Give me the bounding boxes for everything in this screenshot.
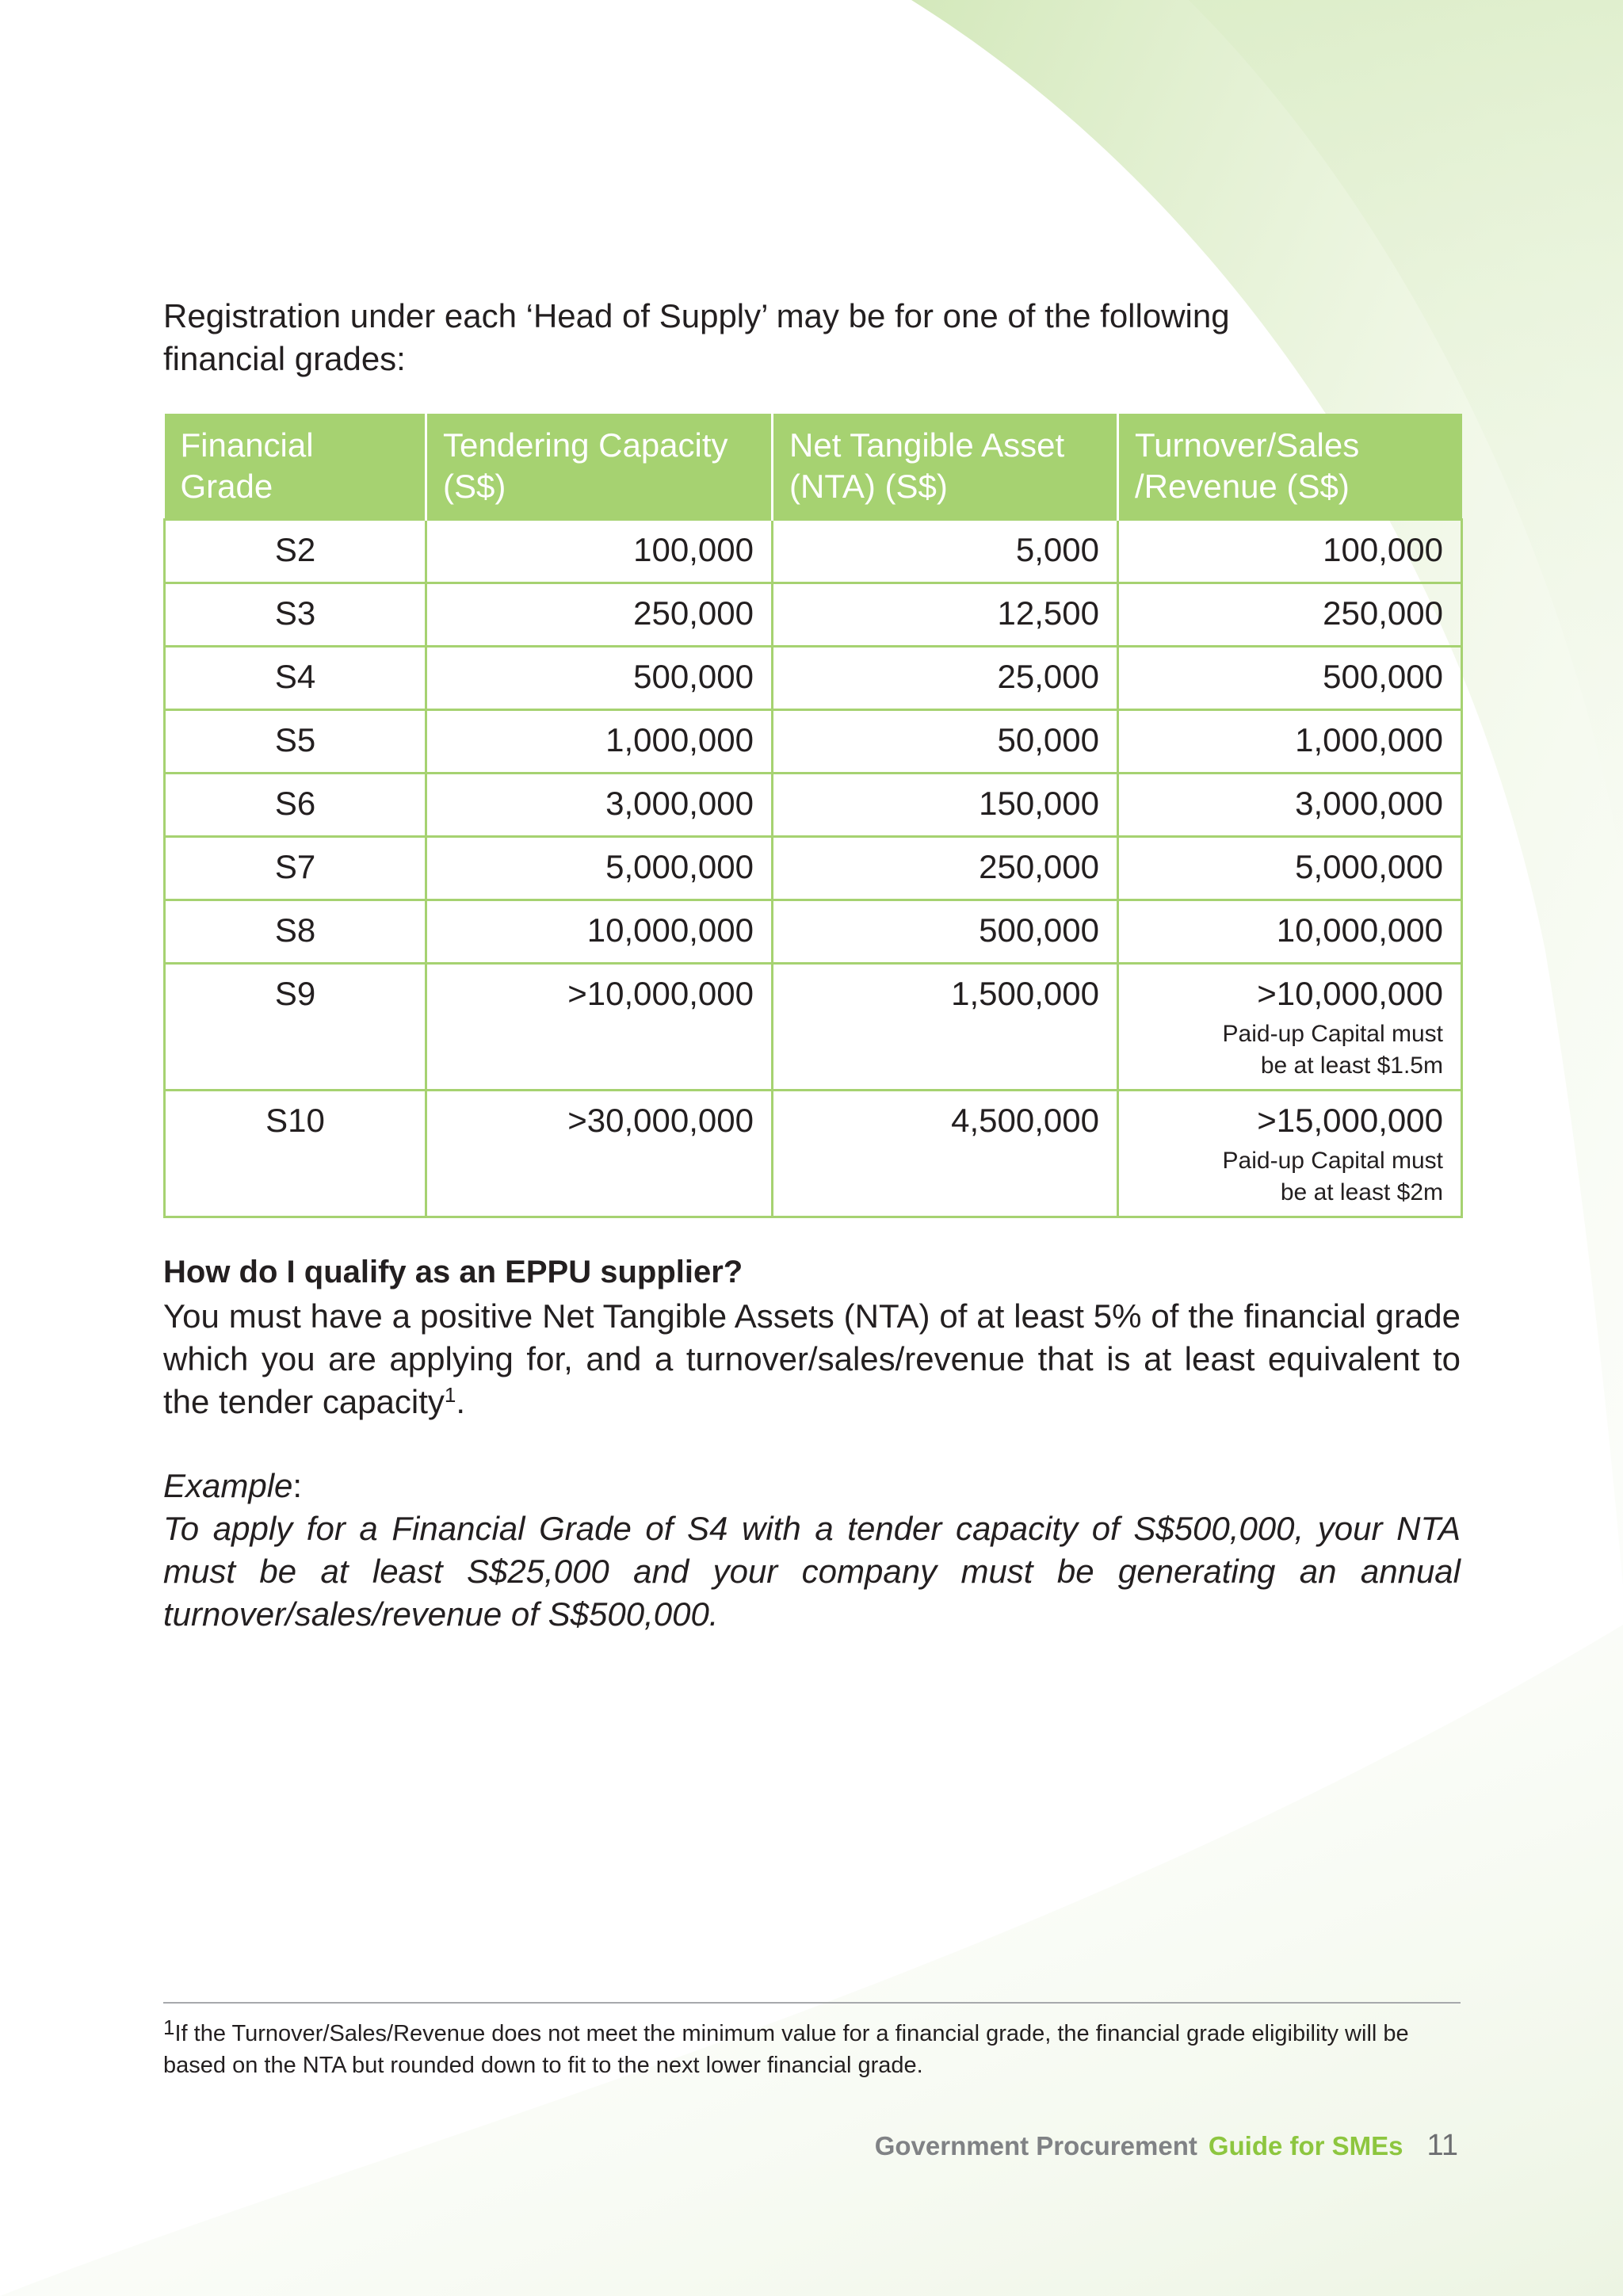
header-text: (S$) (443, 468, 506, 505)
cell-capacity: 1,000,000 (426, 710, 773, 774)
cell-grade: S2 (165, 520, 426, 583)
example-label: Example (163, 1467, 293, 1504)
cell-grade: S5 (165, 710, 426, 774)
cell-capacity: 10,000,000 (426, 900, 773, 964)
intro-line-1: Registration under each ‘Head of Supply’ may be for one of the following (163, 297, 1230, 334)
qualify-text: You must have a positive Net Tangible Assets (NTA) of at least 5% of the financial grade which you are applying for, and a turnover/sales/revenue that is at least equivalent to the tender capacity (163, 1297, 1461, 1420)
turnover-value: >10,000,000 (1257, 975, 1443, 1012)
footer-subtitle: Guide for SMEs (1208, 2131, 1403, 2160)
cell-capacity: 3,000,000 (426, 774, 773, 837)
table-header-row (165, 414, 1462, 520)
header-text: Net Tangible Asset (789, 426, 1065, 464)
example-paragraph: To apply for a Financial Grade of S4 with a tender capacity of S$500,000, your NTA must be at least S$25,000 and your company must be generating an annual turnover/sales/revenue of S$500,000. (163, 1510, 1461, 1633)
header-text: /Revenue (S$) (1135, 468, 1350, 505)
footnote-text: If the Turnover/Sales/Revenue does not meet the minimum value for a financial grade, the financial grade eligibility will be based on the NTA but rounded down to fit to the next lower financial grade. (163, 2021, 1409, 2078)
table-row (165, 710, 1462, 774)
cell-turnover (1118, 964, 1462, 1091)
footnote-divider (163, 2002, 1461, 2004)
example-label-line (163, 1465, 302, 1507)
header-text: Turnover/Sales (1135, 426, 1360, 464)
table-row (165, 774, 1462, 837)
cell-grade: S7 (165, 837, 426, 900)
header-text: (NTA) (S$) (789, 468, 948, 505)
cell-turnover (1118, 1091, 1462, 1217)
header-financial-grade (165, 414, 426, 520)
qualify-paragraph (163, 1295, 1461, 1423)
header-net-tangible-asset (773, 414, 1118, 520)
cell-nta: 500,000 (773, 900, 1118, 964)
header-tendering-capacity (426, 414, 773, 520)
financial-grades-table (163, 414, 1463, 1218)
cell-turnover: 3,000,000 (1118, 774, 1462, 837)
table-row (165, 647, 1462, 710)
cell-turnover: 1,000,000 (1118, 710, 1462, 774)
table-row (165, 837, 1462, 900)
cell-capacity: >10,000,000 (426, 964, 773, 1091)
turnover-value: >15,000,000 (1257, 1102, 1443, 1139)
cell-grade: S10 (165, 1091, 426, 1217)
table-row (165, 1091, 1462, 1217)
cell-grade: S6 (165, 774, 426, 837)
table-row (165, 583, 1462, 647)
page-number: 11 (1426, 2129, 1458, 2162)
footer-title: Government Procurement (874, 2131, 1197, 2160)
cell-nta: 50,000 (773, 710, 1118, 774)
paid-up-capital-note: Paid-up Capital must (1222, 1021, 1443, 1047)
header-text: Financial (180, 426, 314, 464)
cell-grade: S3 (165, 583, 426, 647)
table-row (165, 520, 1462, 583)
page-footer (875, 2127, 1458, 2164)
example-label-colon: : (292, 1467, 303, 1504)
cell-grade: S4 (165, 647, 426, 710)
cell-grade: S9 (165, 964, 426, 1091)
footnote (163, 2015, 1461, 2081)
qualify-text-end: . (456, 1383, 466, 1420)
paid-up-capital-note: Paid-up Capital must (1222, 1148, 1443, 1174)
table-row (165, 900, 1462, 964)
cell-nta: 25,000 (773, 647, 1118, 710)
cell-turnover: 10,000,000 (1118, 900, 1462, 964)
paid-up-capital-note: be at least $2m (1280, 1179, 1443, 1205)
cell-turnover: 100,000 (1118, 520, 1462, 583)
cell-capacity: 5,000,000 (426, 837, 773, 900)
cell-turnover: 500,000 (1118, 647, 1462, 710)
table-row (165, 964, 1462, 1091)
footnote-marker: 1 (163, 2015, 175, 2039)
paid-up-capital-note: be at least $1.5m (1260, 1052, 1443, 1079)
cell-grade: S8 (165, 900, 426, 964)
cell-nta: 150,000 (773, 774, 1118, 837)
cell-turnover: 250,000 (1118, 583, 1462, 647)
header-text: Tendering Capacity (443, 426, 728, 464)
cell-capacity: 500,000 (426, 647, 773, 710)
cell-capacity: >30,000,000 (426, 1091, 773, 1217)
cell-capacity: 250,000 (426, 583, 773, 647)
cell-nta: 5,000 (773, 520, 1118, 583)
intro-line-2: financial grades: (163, 340, 406, 377)
cell-turnover: 5,000,000 (1118, 837, 1462, 900)
footnote-reference[interactable]: 1 (444, 1383, 456, 1407)
cell-nta: 12,500 (773, 583, 1118, 647)
intro-paragraph (163, 295, 1336, 380)
header-turnover (1118, 414, 1462, 520)
cell-nta: 250,000 (773, 837, 1118, 900)
cell-nta: 4,500,000 (773, 1091, 1118, 1217)
qualify-heading: How do I qualify as an EPPU supplier? (163, 1255, 743, 1289)
cell-capacity: 100,000 (426, 520, 773, 583)
cell-nta: 1,500,000 (773, 964, 1118, 1091)
header-text: Grade (180, 468, 273, 505)
